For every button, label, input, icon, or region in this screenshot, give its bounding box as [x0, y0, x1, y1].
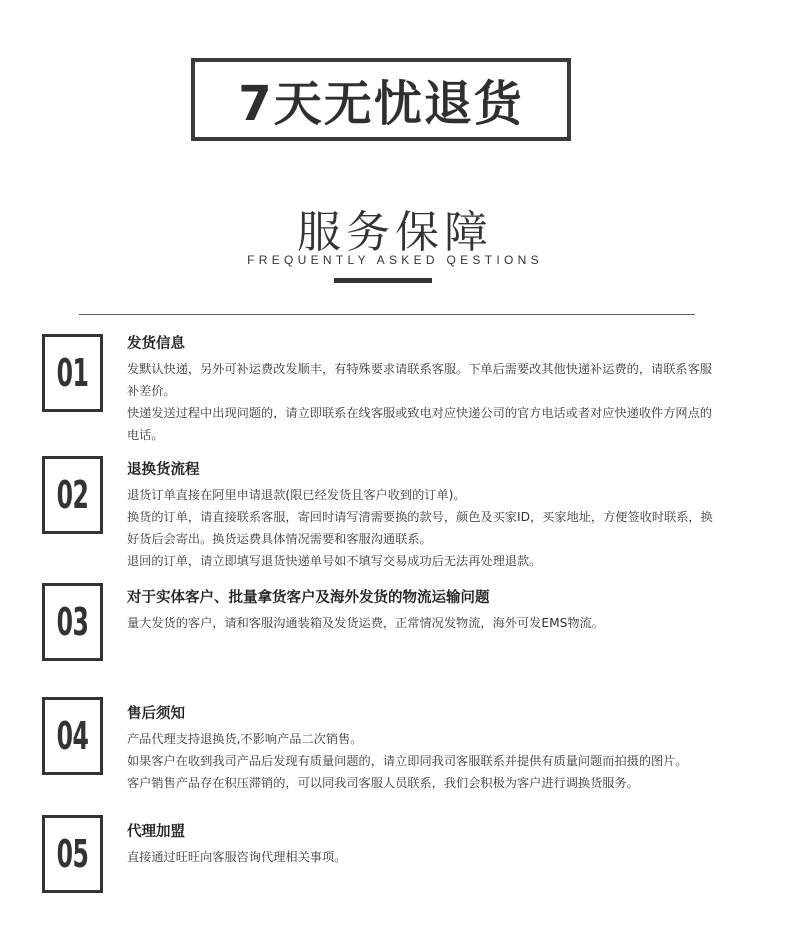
- faq-body: [127, 588, 727, 634]
- faq-body: [127, 822, 727, 868]
- faq-heading: 退换货流程: [127, 462, 200, 478]
- number-badge: [42, 697, 103, 775]
- section-title: 服务保障: [297, 207, 493, 258]
- number-badge: [42, 815, 103, 893]
- number-label: 05: [56, 832, 89, 876]
- number-label: 04: [56, 714, 89, 758]
- divider: [79, 314, 695, 315]
- faq-body: [127, 704, 727, 794]
- faq-line: 退货订单直接在阿里申请退款(限已经发货且客户收到的订单)。: [127, 488, 466, 502]
- faq-heading: 代理加盟: [127, 824, 185, 840]
- faq-line: 发默认快递，另外可补运费改发顺丰，有特殊要求请联系客服。下单后需要改其他快递补运费的，请联系客服补差价。: [127, 362, 712, 398]
- faq-line: 退回的订单，请立即填写退货快递单号如不填写交易成功后无法再处理退款。: [127, 554, 542, 568]
- faq-line: 产品代理支持退换货,不影响产品二次销售。: [127, 732, 363, 746]
- banner: [191, 58, 571, 141]
- faq-line: 客户销售产品存在积压滞销的，可以同我司客服人员联系，我们会积极为客户进行调换货服务。: [127, 776, 639, 790]
- faq-line: 量大发货的客户，请和客服沟通装箱及发货运费，正常情况发物流，海外可发EMS物流。: [127, 616, 604, 630]
- faq-body: [127, 460, 727, 572]
- faq-line: 换货的订单，请直接联系客服，寄回时请写清需要换的款号，颜色及买家ID，买家地址，方便签收时联系，换好货后会寄出。换货运费具体情况需要和客服沟通联系。: [127, 510, 713, 546]
- banner-title: 7天无忧退货: [238, 76, 524, 132]
- faq-heading: 售后须知: [127, 706, 185, 722]
- faq-heading: 对于实体客户、批量拿货客户及海外发货的物流运输问题: [127, 590, 490, 606]
- number-badge: [42, 583, 103, 661]
- title-underline: [334, 278, 432, 283]
- faq-body: [127, 334, 727, 446]
- section-subtitle: FREQUENTLY ASKED QESTIONS: [247, 253, 543, 267]
- faq-line: 快递发送过程中出现问题的，请立即联系在线客服或致电对应快递公司的官方电话或者对应快递收件方网点的电话。: [127, 406, 712, 442]
- faq-line: 如果客户在收到我司产品后发现有质量问题的，请立即同我司客服联系并提供有质量问题而拍摄的图片。: [127, 754, 688, 768]
- number-badge: [42, 334, 103, 412]
- faq-line: 直接通过旺旺向客服咨询代理相关事项。: [127, 850, 347, 864]
- number-label: 03: [56, 600, 89, 644]
- number-label: 02: [56, 473, 89, 517]
- number-label: 01: [56, 351, 89, 395]
- faq-heading: 发货信息: [127, 336, 185, 352]
- number-badge: [42, 456, 103, 534]
